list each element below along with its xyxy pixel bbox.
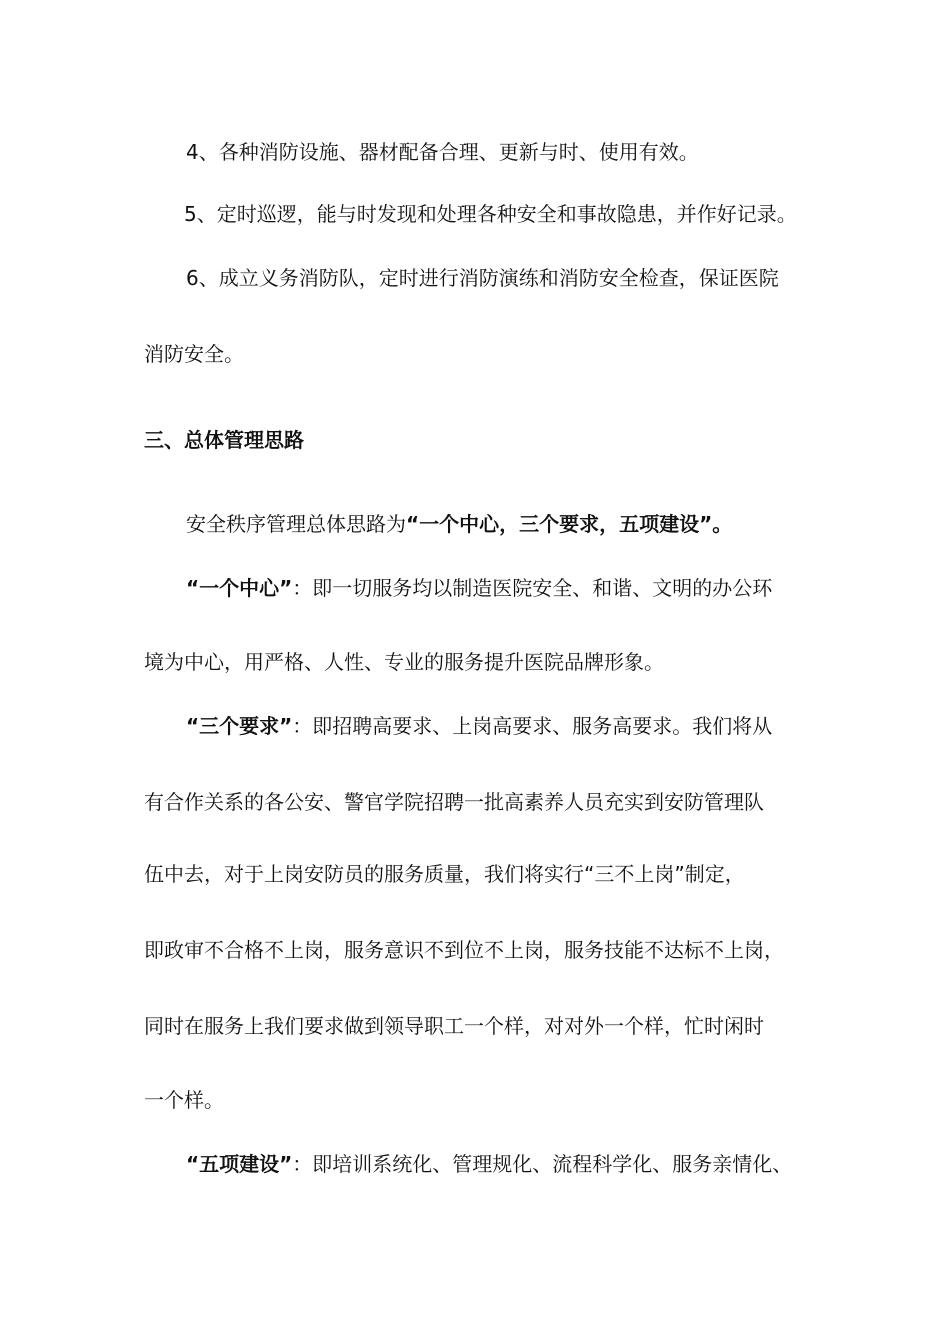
requirements-line-2: 有合作关系的各公安、警官学院招聘一批高素养人员充实到安防管理队 xyxy=(144,790,764,814)
requirements-label: “三个要求” xyxy=(186,714,293,738)
item-5: 5、定时巡逻，能与时发现和处理各种安全和事故隐患，并作好记录。 xyxy=(184,202,797,226)
center-paragraph-line-2: 境为中心，用严格、人性、专业的服务提升医院品牌形象。 xyxy=(144,650,664,674)
item-6-line-1: 6、成立义务消防队，定时进行消防演练和消防安全检查，保证医院 xyxy=(186,266,779,290)
item-4: 4、各种消防设施、器材配备合理、更新与时、使用有效。 xyxy=(186,140,699,164)
intro-bold: “一个中心，三个要求，五项建设”。 xyxy=(406,512,733,536)
construction-line-1 xyxy=(186,1150,792,1178)
requirements-line-3: 伍中去，对于上岗安防员的服务质量，我们将实行“三不上岗”制定， xyxy=(144,862,745,886)
center-label: “一个中心” xyxy=(186,576,293,600)
requirements-line-1 xyxy=(186,712,772,740)
center-paragraph-line-1 xyxy=(186,574,772,602)
construction-text: ：即培训系统化、管理规化、流程科学化、服务亲情化、 xyxy=(292,1152,793,1176)
requirements-line-5: 同时在服务上我们要求做到领导职工一个样，对对外一个样，忙时闲时 xyxy=(144,1014,764,1038)
requirements-text: ：即招聘高要求、上岗高要求、服务高要求。我们将从 xyxy=(292,714,773,738)
construction-label: “五项建设” xyxy=(186,1152,293,1176)
intro-paragraph xyxy=(186,510,732,538)
intro-prefix: 安全秩序管理总体思路为 xyxy=(186,512,406,536)
requirements-line-6: 一个样。 xyxy=(144,1088,224,1112)
section-heading: 三、总体管理思路 xyxy=(144,428,304,452)
item-6-line-2: 消防安全。 xyxy=(144,342,244,366)
requirements-line-4: 即政审不合格不上岗，服务意识不到位不上岗，服务技能不达标不上岗， xyxy=(144,938,784,962)
center-text: ：即一切服务均以制造医院安全、和谐、文明的办公环 xyxy=(292,576,773,600)
